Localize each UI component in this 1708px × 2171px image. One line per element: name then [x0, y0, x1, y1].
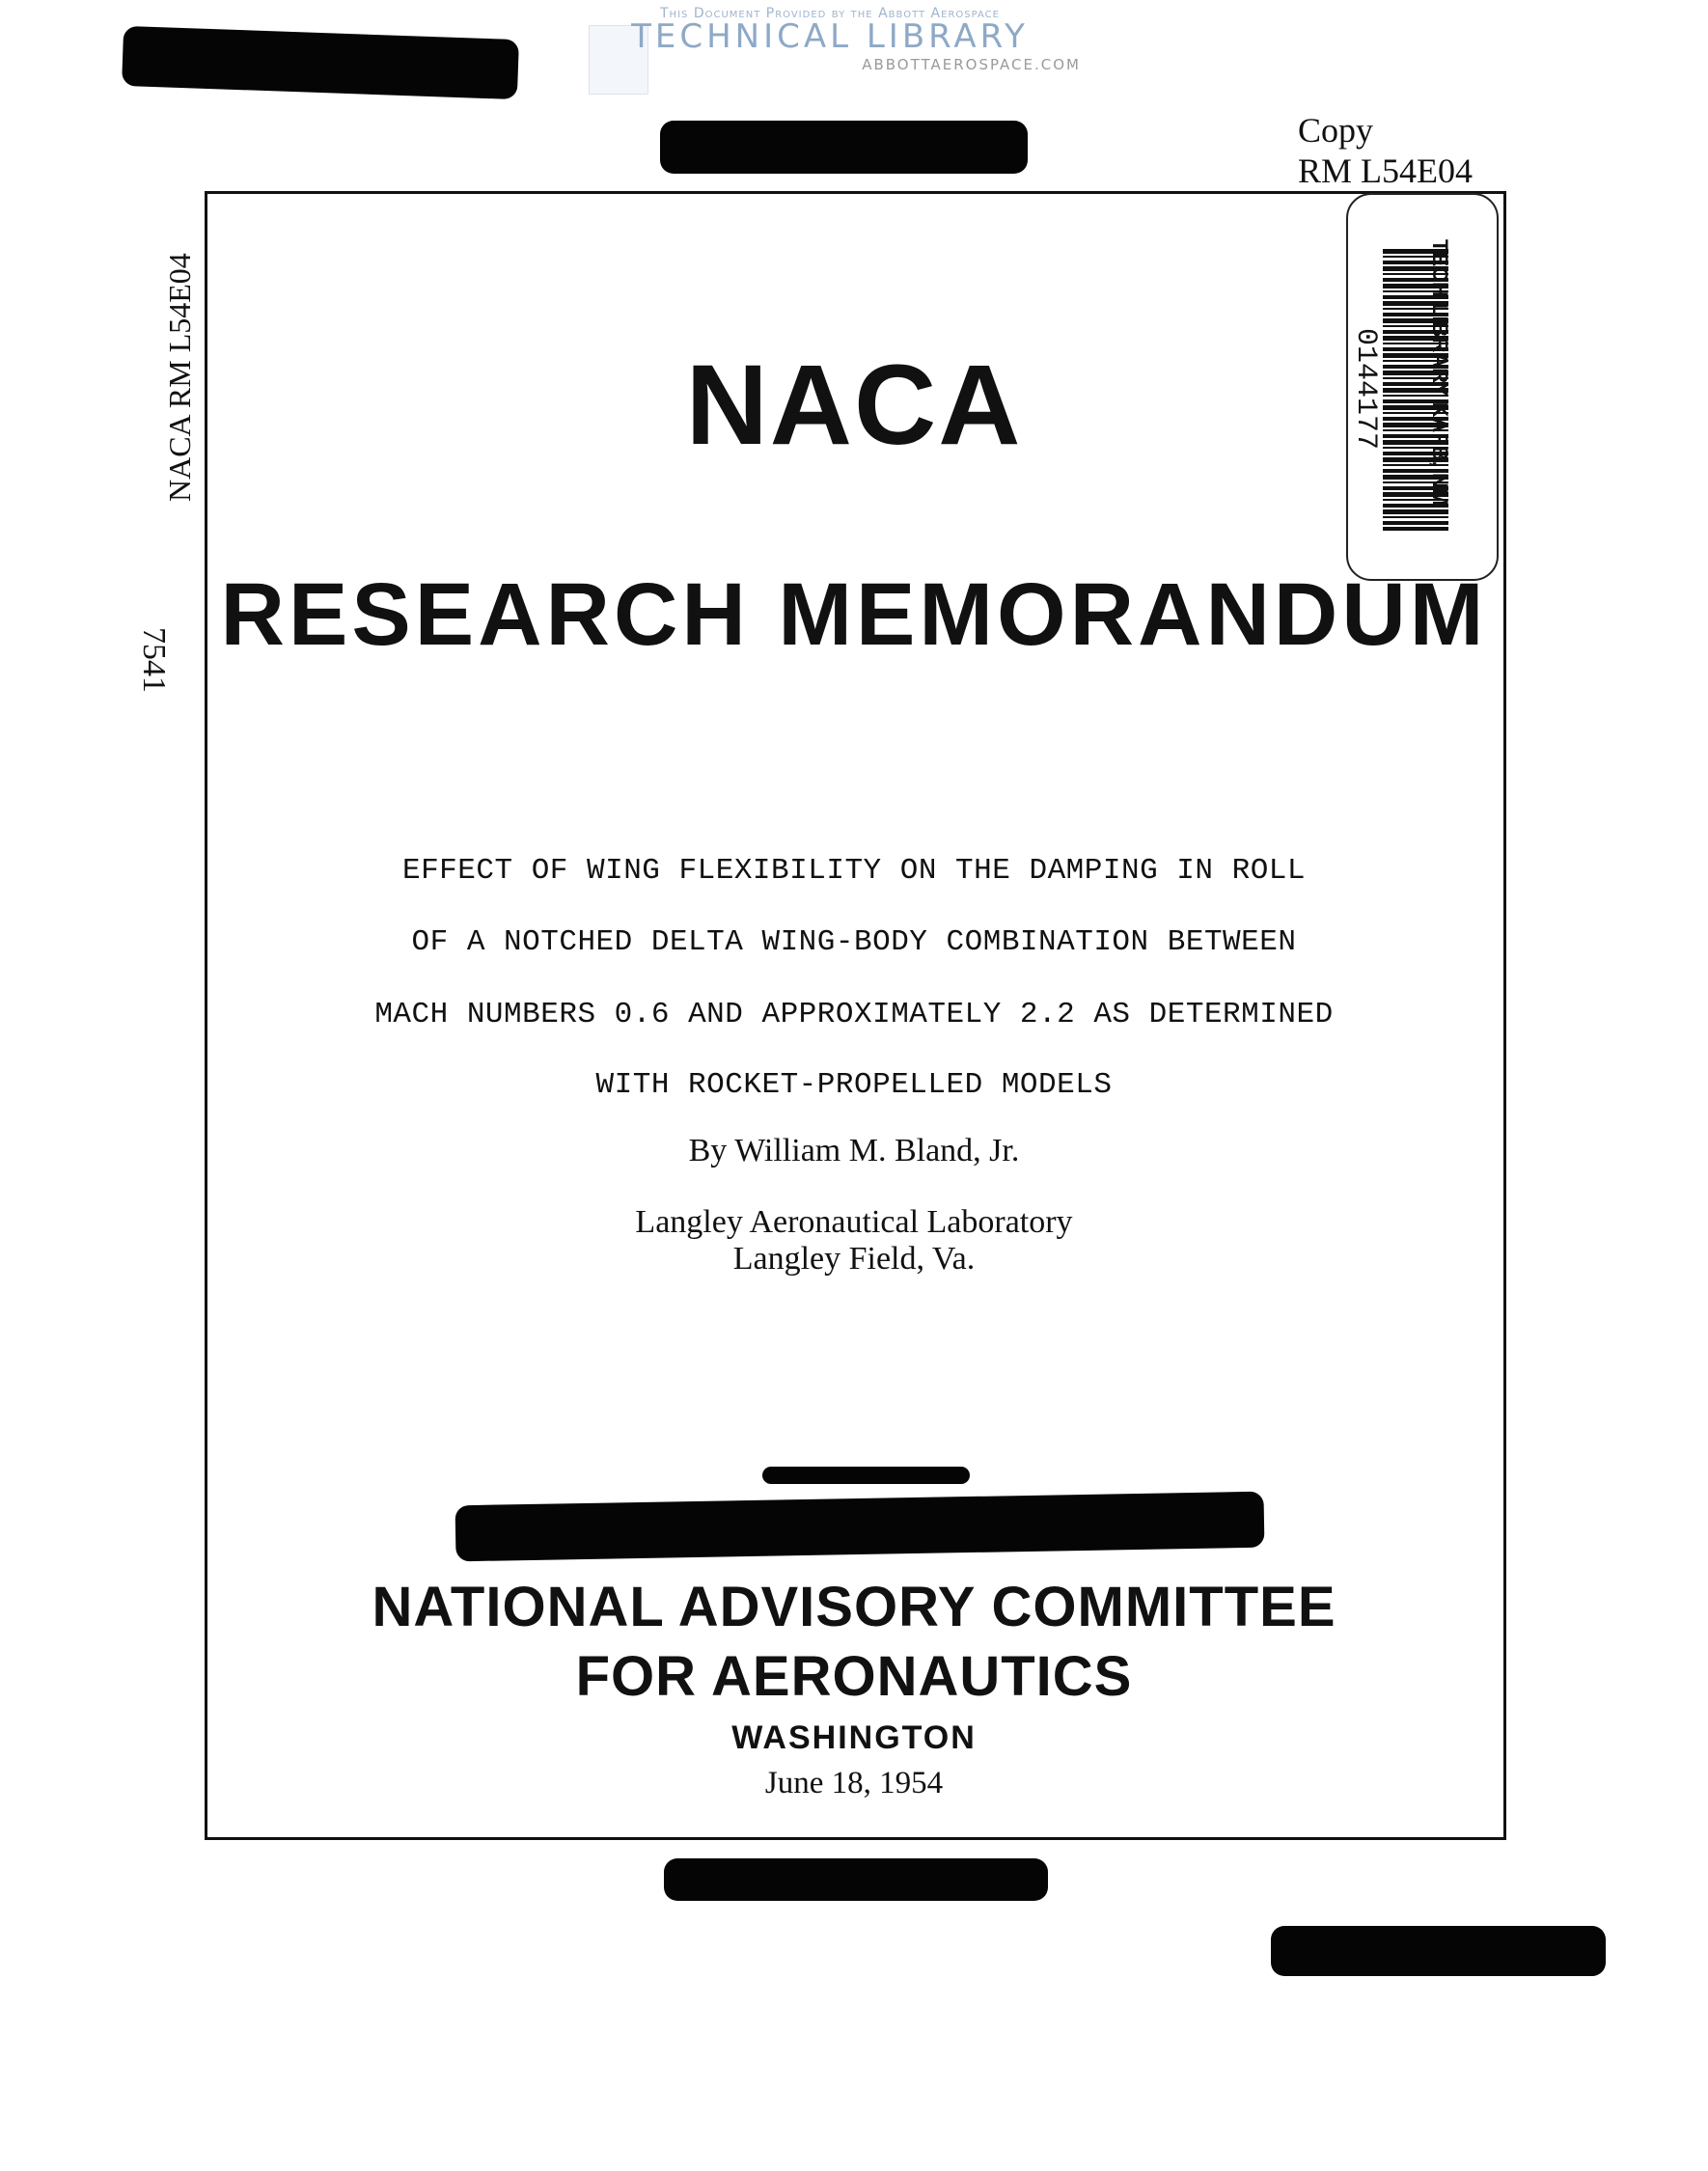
footer-committee-line2: FOR AERONAUTICS [575, 1645, 1133, 1708]
handwritten-number: 7541 [136, 627, 172, 693]
copy-label: Copy [1298, 111, 1374, 150]
title-line: WITH ROCKET-PROPELLED MODELS [595, 1068, 1113, 1102]
barcode-number: 0144177 [1349, 328, 1382, 451]
footer-date: June 18, 1954 [764, 1766, 944, 1800]
footer-committee-line1: NATIONAL ADVISORY COMMITTEE [372, 1576, 1336, 1638]
doc-type-heading: RESEARCH MEMORANDUM [220, 565, 1488, 664]
report-number: RM L54E04 [1298, 151, 1474, 190]
redaction-bottom-right [1271, 1926, 1606, 1976]
copy-block [1298, 110, 1473, 191]
library-label-text: TECH LIBRARY KAFB, NM [1428, 239, 1452, 507]
side-report-number: NACA RM L54E04 [162, 253, 197, 502]
redaction-classification [762, 1467, 970, 1484]
redaction-bottom-center [664, 1858, 1048, 1901]
affiliation-lab: Langley Aeronautical Laboratory [635, 1204, 1073, 1240]
title-line: MACH NUMBERS 0.6 AND APPROXIMATELY 2.2 AS DETERMINED [374, 998, 1334, 1031]
author: By William M. Bland, Jr. [688, 1133, 1020, 1168]
affiliation-location: Langley Field, Va. [732, 1241, 976, 1277]
title-line: OF A NOTCHED DELTA WING-BODY COMBINATION BETWEEN [411, 925, 1297, 959]
redaction-top-center [660, 121, 1028, 174]
watermark-provided-by: This Document Provided by the Abbott Aerospace [660, 6, 1000, 21]
watermark-library: TECHNICAL LIBRARY [631, 17, 1029, 56]
footer-city: WASHINGTON [731, 1719, 977, 1756]
redaction-top-left [122, 26, 519, 99]
watermark-site: ABBOTTAEROSPACE.COM [862, 56, 1081, 73]
org-heading: NACA [685, 342, 1023, 469]
title-line: EFFECT OF WING FLEXIBILITY ON THE DAMPING IN ROLL [401, 854, 1307, 888]
